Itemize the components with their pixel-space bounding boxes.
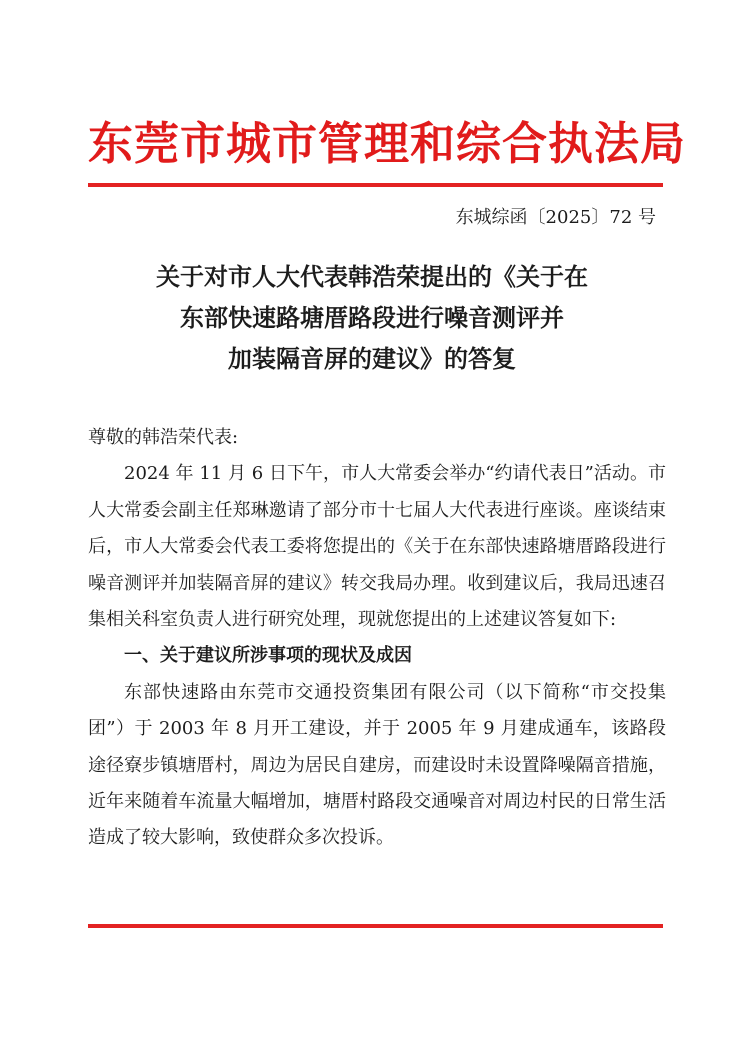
section-1-heading: 一、关于建议所涉事项的现状及成因 — [124, 645, 412, 667]
salutation: 尊敬的韩浩荣代表: — [88, 427, 239, 448]
title-line-1: 关于对市人大代表韩浩荣提出的《关于在 — [156, 262, 588, 291]
title-line-3: 加装隔音屏的建议》的答复 — [228, 344, 516, 373]
document-body — [88, 420, 666, 857]
header-red-rule — [88, 183, 663, 187]
document-title — [80, 256, 664, 379]
paragraph-2: 东部快速路由东莞市交通投资集团有限公司（以下简称“市交投集团”）于 2003 年 8 月开工建设，并于 2005 年 9 月建成通车，该路段途径寮步镇塘厝村，周边为居民自建房，而建设时未设置降噪隔音措施，近年来随着车流量大幅增加，塘厝村路段交通噪音对周边村民的日常生活造成了较大影响，致使群众多次投诉。 — [88, 681, 666, 849]
footer-red-rule — [88, 924, 663, 928]
paragraph-1: 2024 年 11 月 6 日下午，市人大常委会举办“约请代表日”活动。市人大常委会副主任郑琳邀请了部分市十七届人大代表进行座谈。座谈结束后，市人大常委会代表工委将您提出的《关于在东部快速路塘厝路段进行噪音测评并加装隔音屏的建议》转交我局办理。收到建议后，我局迅速召集相关科室负责人进行研究处理，现就您提出的上述建议答复如下: — [88, 463, 666, 631]
title-line-2: 东部快速路塘厝路段进行噪音测评并 — [180, 303, 564, 332]
document-number: 东城综函〔2025〕72 号 — [455, 207, 656, 228]
organization-header: 东莞市城市管理和综合执法局 — [88, 117, 687, 170]
